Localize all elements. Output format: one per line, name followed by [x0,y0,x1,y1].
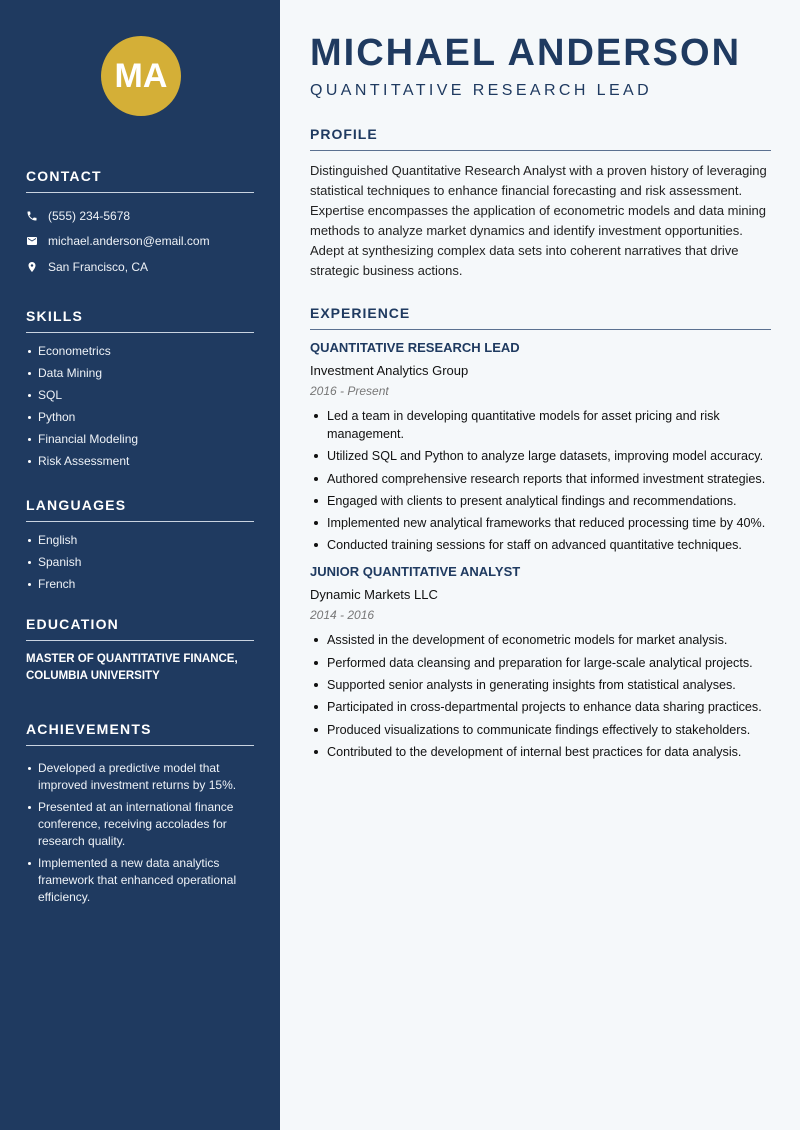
profile-text: Distinguished Quantitative Research Analyst with a proven history of leveraging statistical techniques to enhance financial forecasting and risk assessment. Expertise encompasses the application of econometric models and data mining methods to analyze market dynamics and identify investment opportunities. Adept at synthesizing complex data sets into coherent narratives that drive strategic business actions. [310,163,767,278]
job-company: Investment Analytics Group [310,363,469,378]
sidebar [0,0,280,1130]
email-text[interactable]: michael.anderson@email.com [48,234,210,249]
experience-heading: EXPERIENCE [310,305,771,330]
education-section [26,616,254,685]
job-dates: 2016 - Present [310,384,389,398]
list-item: Spanish [26,554,254,570]
job-title: QUANTITATIVE RESEARCH LEAD [310,340,520,355]
contact-phone [26,203,254,229]
list-item: SQL [26,387,254,403]
avatar: MA [101,36,181,116]
list-item: English [26,532,254,548]
languages-heading: LANGUAGES [26,497,254,522]
job-bullet: Implemented new analytical frameworks that reduced processing time by 40%. [310,514,771,532]
candidate-name: MICHAEL ANDERSON [310,32,742,74]
list-item: Financial Modeling [26,431,254,447]
email-icon [26,235,38,247]
job-entry [310,340,771,554]
skills-section [26,308,254,469]
job-bullet: Conducted training sessions for staff on advanced quantitative techniques. [310,536,771,554]
contact-heading: CONTACT [26,168,254,193]
job-entry [310,564,771,760]
job-bullet: Produced visualizations to communicate findings effectively to stakeholders. [310,721,771,739]
job-bullet: Utilized SQL and Python to analyze large datasets, improving model accuracy. [310,447,771,465]
phone-text: (555) 234-5678 [48,208,131,223]
contact-email [26,229,254,255]
list-item: Data Mining [26,365,254,381]
job-bullet: Performed data cleansing and preparation for large-scale analytical projects. [310,654,771,672]
profile-section [310,126,771,281]
list-item: Python [26,409,254,425]
contact-section [26,168,254,280]
profile-heading: PROFILE [310,126,771,151]
list-item: Implemented a new data analytics framework that enhanced operational efficiency. [26,855,254,906]
location-text: San Francisco, CA [48,259,149,274]
phone-icon [26,210,38,222]
list-item: French [26,576,254,592]
job-company: Dynamic Markets LLC [310,587,438,603]
education-degree: MASTER OF QUANTITATIVE FINANCE, COLUMBIA UNIVERSITY [26,652,238,682]
contact-location [26,254,254,280]
job-dates: 2014 - 2016 [310,608,375,623]
job-title: JUNIOR QUANTITATIVE ANALYST [310,564,521,580]
job-bullet: Participated in cross-departmental projects to enhance data sharing practices. [310,698,771,716]
list-item: Developed a predictive model that improved investment returns by 15%. [26,760,254,794]
job-bullet: Authored comprehensive research reports that informed investment strategies. [310,470,771,488]
education-heading: EDUCATION [26,616,254,641]
languages-section [26,497,254,592]
achievements-section [26,721,254,906]
list-item: Econometrics [26,343,254,359]
job-bullet: Contributed to the development of internal best practices for data analysis. [310,743,771,761]
location-pin-icon [26,261,38,273]
experience-section [310,305,771,761]
job-bullet: Assisted in the development of econometric models for market analysis. [310,631,771,649]
main-content [310,0,771,765]
candidate-title: QUANTITATIVE RESEARCH LEAD [310,82,653,99]
job-bullet: Supported senior analysts in generating insights from statistical analyses. [310,676,771,694]
job-bullet: Led a team in developing quantitative models for asset pricing and risk management. [310,407,771,443]
list-item: Presented at an international finance conference, receiving accolades for research quality. [26,799,254,850]
skills-heading: SKILLS [26,308,254,333]
job-bullet: Engaged with clients to present analytical findings and recommendations. [310,492,771,510]
list-item: Risk Assessment [26,453,254,469]
achievements-heading: ACHIEVEMENTS [26,721,254,746]
